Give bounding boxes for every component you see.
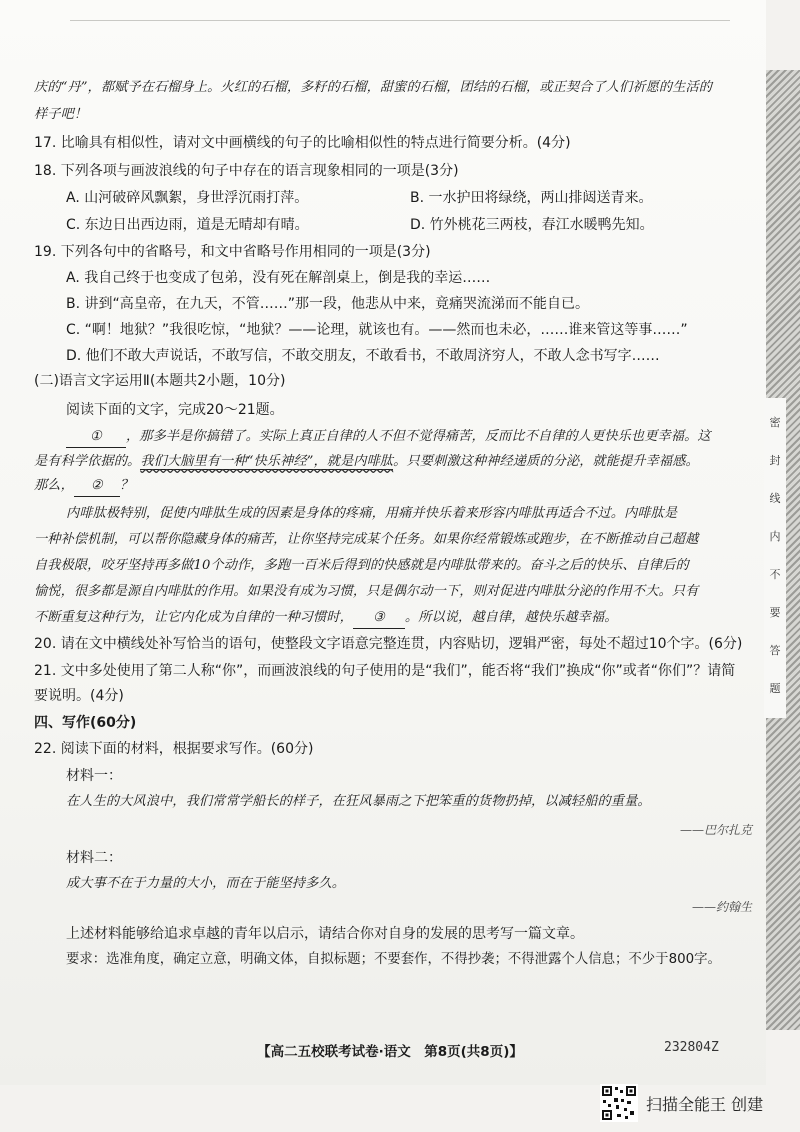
para2-line4: 愉悦，很多都是源自内啡肽的作用。如果没有成为习惯，只是偶尔动一下，则对促进内啡肽分泌的作用不大。只有 bbox=[34, 584, 699, 599]
q18-option-b: B. 一水护田将绿绕，两山排闼送青来。 bbox=[410, 190, 653, 206]
para2-line2: 一种补偿机制，可以帮你隐藏身体的痛苦，让你坚持完成某个任务。如果你经常锻炼或跑步，在不断推动自己超越 bbox=[34, 532, 699, 547]
seal-char-2: 封 bbox=[769, 454, 781, 467]
question-18-stem: 18. 下列各项与画波浪线的句子中存在的语言现象相同的一项是(3分) bbox=[34, 163, 459, 179]
material-2-source: ——约翰生 bbox=[691, 900, 752, 914]
passage-end-line1: 庆的“丹”，都赋予在石榴身上。火红的石榴，多籽的石榴，甜蜜的石榴，团结的石榴，或正契合了人们祈愿的生活的 bbox=[34, 80, 713, 95]
para2-line1: 内啡肽极特别，促使内啡肽生成的因素是身体的疼痛，用痛并快乐着来形容内啡肽再适合不过。内啡肽是 bbox=[66, 506, 678, 521]
question-20: 20. 请在文中横线处补写恰当的语句，使整段文字语意完整连贯，内容贴切，逻辑严密，每处不超过10个字。(6分) bbox=[34, 636, 743, 652]
section-2-title: (二)语言文字运用Ⅱ(本题共2小题，10分) bbox=[34, 373, 286, 389]
para1-line2: 是有科学依据的。我们大脑里有一种“快乐神经”，就是内啡肽。只要刺激这种神经递质的分泌，就能提升幸福感。 bbox=[34, 454, 699, 469]
q18-option-d: D. 竹外桃花三两枝，春江水暖鸭先知。 bbox=[410, 217, 654, 233]
seal-char-5: 不 bbox=[769, 568, 781, 581]
para1-line1: ① ，那多半是你搞错了。实际上真正自律的人不但不觉得痛苦，反而比不自律的人更快乐也更幸福。这 bbox=[66, 427, 711, 448]
para2-line5: 不断重复这种行为，让它内化成为自律的一种习惯时， ③ 。所以说，越自律，越快乐越幸福。 bbox=[34, 608, 618, 629]
blank-3[interactable]: ③ bbox=[353, 608, 405, 629]
question-21-line1: 21. 文中多处使用了第二人称“你”，而画波浪线的句子使用的是“我们”，能否将“我们”换成“你”或者“你们”？请简 bbox=[34, 663, 736, 679]
writing-requirements: 要求：选准角度，确定立意，明确文体，自拟标题；不要套作，不得抄袭；不得泄露个人信息；不少于800字。 bbox=[66, 952, 721, 967]
seal-char-7: 答 bbox=[769, 644, 781, 657]
section-2-intro: 阅读下面的文字，完成20～21题。 bbox=[66, 402, 284, 418]
material-1-source: ——巴尔扎克 bbox=[679, 823, 752, 837]
q19-option-a: A. 我自己终于也变成了包弟，没有死在解剖桌上，倒是我的幸运…… bbox=[66, 270, 491, 286]
exam-code: 232804Z bbox=[664, 1040, 719, 1055]
seal-char-1: 密 bbox=[769, 416, 781, 429]
seal-char-4: 内 bbox=[769, 530, 781, 543]
page-footer: 【高二五校联考试卷·语文 第8页(共8页)】 bbox=[257, 1044, 523, 1060]
material-2-label: 材料二： bbox=[66, 850, 122, 866]
seal-char-6: 要 bbox=[769, 606, 781, 619]
blank-2[interactable]: ② bbox=[74, 476, 120, 497]
q18-option-a: A. 山河破碎风飘絮，身世浮沉雨打萍。 bbox=[66, 190, 309, 206]
para2-line3: 自我极限，咬牙坚持再多做10个动作，多跑一百米后得到的快感就是内啡肽带来的。奋斗之后的快乐、自律后的 bbox=[34, 558, 689, 573]
wavy-underlined-sentence: 我们大脑里有一种“快乐神经”，就是内啡肽 bbox=[140, 454, 394, 469]
seal-char-3: 线 bbox=[769, 492, 781, 505]
seal-char-8: 题 bbox=[769, 682, 781, 695]
question-22: 22. 阅读下面的材料，根据要求写作。(60分) bbox=[34, 741, 314, 757]
material-1-text: 在人生的大风浪中，我们常常学船长的样子，在狂风暴雨之下把笨重的货物扔掉，以减轻船的重量。 bbox=[66, 794, 651, 809]
question-19-stem: 19. 下列各句中的省略号，和文中省略号作用相同的一项是(3分) bbox=[34, 244, 431, 260]
question-17: 17. 比喻具有相似性，请对文中画横线的句子的比喻相似性的特点进行简要分析。(4分) bbox=[34, 135, 571, 151]
para1-line3: 那么， ② ？ bbox=[34, 476, 133, 497]
binding-seal-strip bbox=[764, 398, 786, 718]
passage-end-line2: 样子吧！ bbox=[34, 107, 88, 122]
q19-option-b: B. 讲到“高皇帝，在九天，不管……”那一段，他悲从中来，竟痛哭流涕而不能自已。 bbox=[66, 296, 590, 312]
writing-task: 上述材料能够给追求卓越的青年以启示，请结合你对自身的发展的思考写一篇文章。 bbox=[66, 926, 584, 942]
scanner-watermark: 扫描全能王 创建 bbox=[646, 1095, 764, 1114]
material-1-label: 材料一： bbox=[66, 768, 122, 784]
blank-1[interactable]: ① bbox=[66, 427, 126, 448]
material-2-text: 成大事不在于力量的大小，而在于能坚持多久。 bbox=[66, 876, 346, 891]
q19-option-d: D. 他们不敢大声说话，不敢写信，不敢交朋友，不敢看书，不敢周济穷人，不敢人念书写字…… bbox=[66, 348, 660, 364]
section-4-title: 四、写作(60分) bbox=[34, 715, 137, 731]
top-edge bbox=[70, 0, 730, 21]
q19-option-c: C. “啊！地狱？”我很吃惊，“地狱？——论理，就该也有。——然而也未必，……谁来管这等事……” bbox=[66, 322, 688, 338]
q18-option-c: C. 东边日出西边雨，道是无晴却有晴。 bbox=[66, 217, 309, 233]
question-21-line2: 要说明。(4分) bbox=[34, 688, 124, 704]
qr-code-icon bbox=[600, 1084, 638, 1122]
